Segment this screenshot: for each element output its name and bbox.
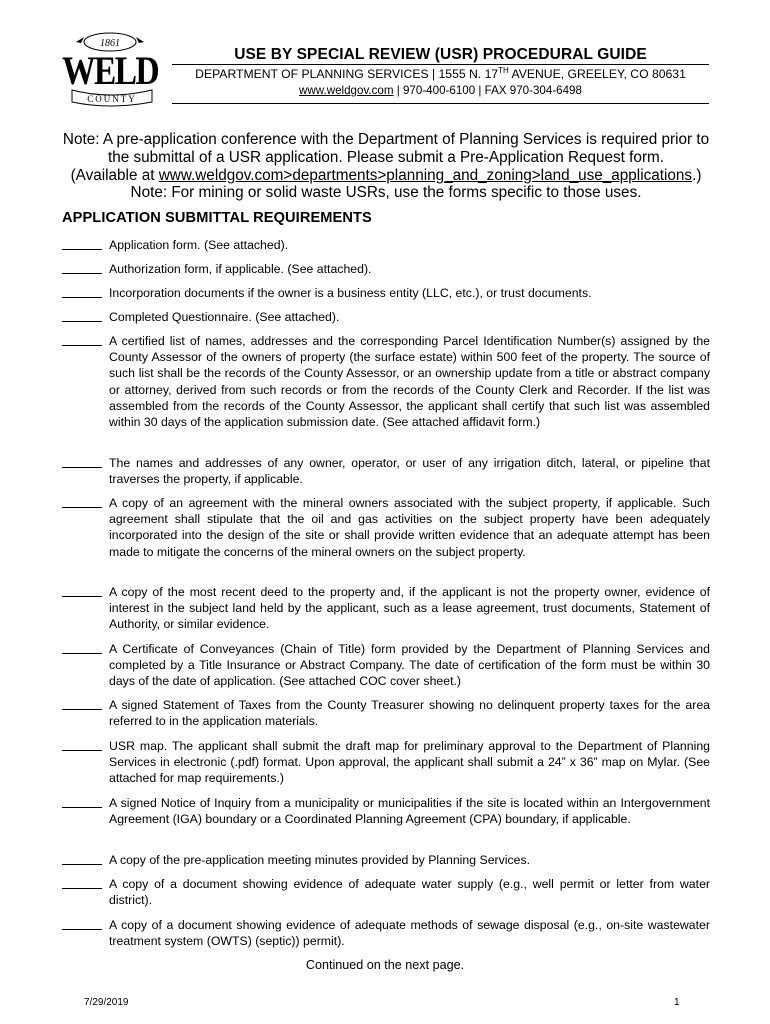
requirement-item [62, 876, 710, 908]
requirement-item [62, 584, 710, 633]
requirement-text: Authorization form, if applicable. (See attached). [109, 262, 372, 276]
department-address-prefix: DEPARTMENT OF PLANNING SERVICES | 1555 N. 17 [195, 67, 499, 82]
footer-date: 7/29/2019 [84, 997, 129, 1008]
requirement-item [62, 261, 710, 277]
checkbox-blank[interactable] [62, 697, 102, 710]
note-line-2: the submittal of a USR application. Please submit a Pre-Application Request form. [107, 148, 665, 166]
requirement-text: The names and addresses of any owner, operator, or user of any irrigation ditch, lateral, or pipeline that traverses the property, if applicable. [109, 456, 710, 487]
requirement-text: A Certificate of Conveyances (Chain of Title) form provided by the Department of Planning Services and completed by a Title Insurance or Abstract Company. The date of certification of the form must be within 30 days of the date of application. (See attached COC cover sheet.) [109, 642, 710, 689]
header-divider-bottom [172, 103, 709, 104]
requirement-text: A signed Statement of Taxes from the County Treasurer showing no delinquent property taxes for the area referred to in the application materials. [109, 698, 710, 729]
requirement-text: Completed Questionnaire. (See attached). [109, 310, 340, 324]
requirement-item [62, 309, 710, 325]
document-title: USE BY SPECIAL REVIEW (USR) PROCEDURAL GUIDE [234, 46, 647, 63]
note-line-3-prefix: (Available at [70, 166, 159, 184]
header-divider-top [172, 64, 709, 65]
requirement-item [62, 917, 710, 949]
requirement-item [62, 641, 710, 690]
page-number: 1 [674, 997, 680, 1008]
checkbox-blank[interactable] [62, 285, 102, 298]
requirement-text: A signed Notice of Inquiry from a municipality or municipalities if the site is located within an Intergovernment Agreement (IGA) boundary or a Coordinated Planning Agreement (CPA) boundary, if applicable. [109, 796, 710, 827]
requirement-item [62, 738, 710, 787]
checkbox-blank[interactable] [62, 795, 102, 808]
requirement-item [62, 333, 710, 430]
contact-info [172, 84, 709, 97]
checkbox-blank[interactable] [62, 738, 102, 751]
checkbox-blank[interactable] [62, 309, 102, 322]
requirement-item [62, 285, 710, 301]
requirement-item [62, 697, 710, 729]
checkbox-blank[interactable] [62, 333, 102, 346]
checkbox-blank[interactable] [62, 852, 102, 865]
requirement-item [62, 795, 710, 827]
requirement-text: A copy of a document showing evidence of adequate water supply (e.g., well permit or letter from water district). [109, 877, 710, 908]
requirement-text: Incorporation documents if the owner is a business entity (LLC, etc.), or trust documents. [109, 286, 592, 300]
website-link[interactable]: www.weldgov.com [299, 84, 394, 97]
requirement-text: USR map. The applicant shall submit the draft map for preliminary approval to the Department of Planning Services in electronic (.pdf) format. Upon approval, the applicant shall submit a 24” x 36” map on Mylar. (See attached for map requirements.) [109, 739, 710, 786]
checkbox-blank[interactable] [62, 455, 102, 468]
requirement-item [62, 237, 710, 253]
requirement-text: Application form. (See attached). [109, 238, 289, 252]
requirement-text: A copy of a document showing evidence of adequate methods of sewage disposal (e.g., on-site wastewater treatment system (OWTS) (septic)) permit). [109, 918, 710, 949]
checkbox-blank[interactable] [62, 261, 102, 274]
requirement-text: A certified list of names, addresses and the corresponding Parcel Identification Number(s) assigned by the County Assessor of the owners of property (the surface estate) within 500 feet of the property. The source of such list shall be the records of the County Assessor, or an ownership update from a title or abstract company or attorney, derived from such records or from the records of the County Clerk and Recorder. If the list was assembled from the records of the County Assessor, the applicant shall certify that such list was assembled within 30 days of the application submission date. (See attached affidavit form.) [109, 334, 710, 430]
note-line-3 [56, 167, 716, 185]
continued-notice: Continued on the next page. [305, 958, 465, 972]
checkbox-blank[interactable] [62, 876, 102, 889]
checkbox-blank[interactable] [62, 584, 102, 597]
requirement-item [62, 495, 710, 560]
pre-application-note [56, 131, 716, 202]
section-title: APPLICATION SUBMITTAL REQUIREMENTS [62, 210, 372, 226]
checkbox-blank[interactable] [62, 917, 102, 930]
logo-year: 1861 [100, 38, 120, 49]
logo-county: COUNTY [87, 94, 137, 104]
checkbox-blank[interactable] [62, 495, 102, 508]
note-line-1: Note: A pre-application conference with the Department of Planning Services is required prior to [62, 131, 710, 148]
requirement-text: A copy of an agreement with the mineral owners associated with the subject property, if applicable. Such agreement shall stipulate that the oil and gas activities on the subject property have been adequately incorporated into the design of the site or shall provide written evidence that an adequate attempt has been made to mitigate the concerns of the mineral owners on the subject property. [109, 496, 710, 559]
note-line-3-suffix: .) [692, 166, 702, 184]
requirement-text: A copy of the pre-application meeting minutes provided by Planning Services. [109, 853, 531, 867]
department-address-suffix: AVENUE, GREELEY, CO 80631 [508, 67, 686, 82]
note-line-4: Note: For mining or solid waste USRs, use the forms specific to those uses. [130, 184, 642, 202]
checkbox-blank[interactable] [62, 641, 102, 654]
department-address-sup: TH [498, 66, 509, 75]
phone-fax: | 970-400-6100 | FAX 970-304-6498 [393, 84, 582, 97]
requirement-item [62, 455, 710, 487]
requirement-text: A copy of the most recent deed to the property and, if the applicant is not the property owner, evidence of interest in the subject land held by the applicant, such as a lease agreement, trust documents, Statement of Authority, or similar evidence. [109, 585, 710, 632]
department-address [172, 66, 709, 81]
requirement-item [62, 852, 710, 868]
checkbox-blank[interactable] [62, 237, 102, 250]
application-forms-link[interactable]: www.weldgov.com>departments>planning_and_zoning>land_use_applications [158, 166, 693, 184]
logo-name: WELD [62, 48, 159, 93]
weld-county-logo [58, 28, 166, 108]
